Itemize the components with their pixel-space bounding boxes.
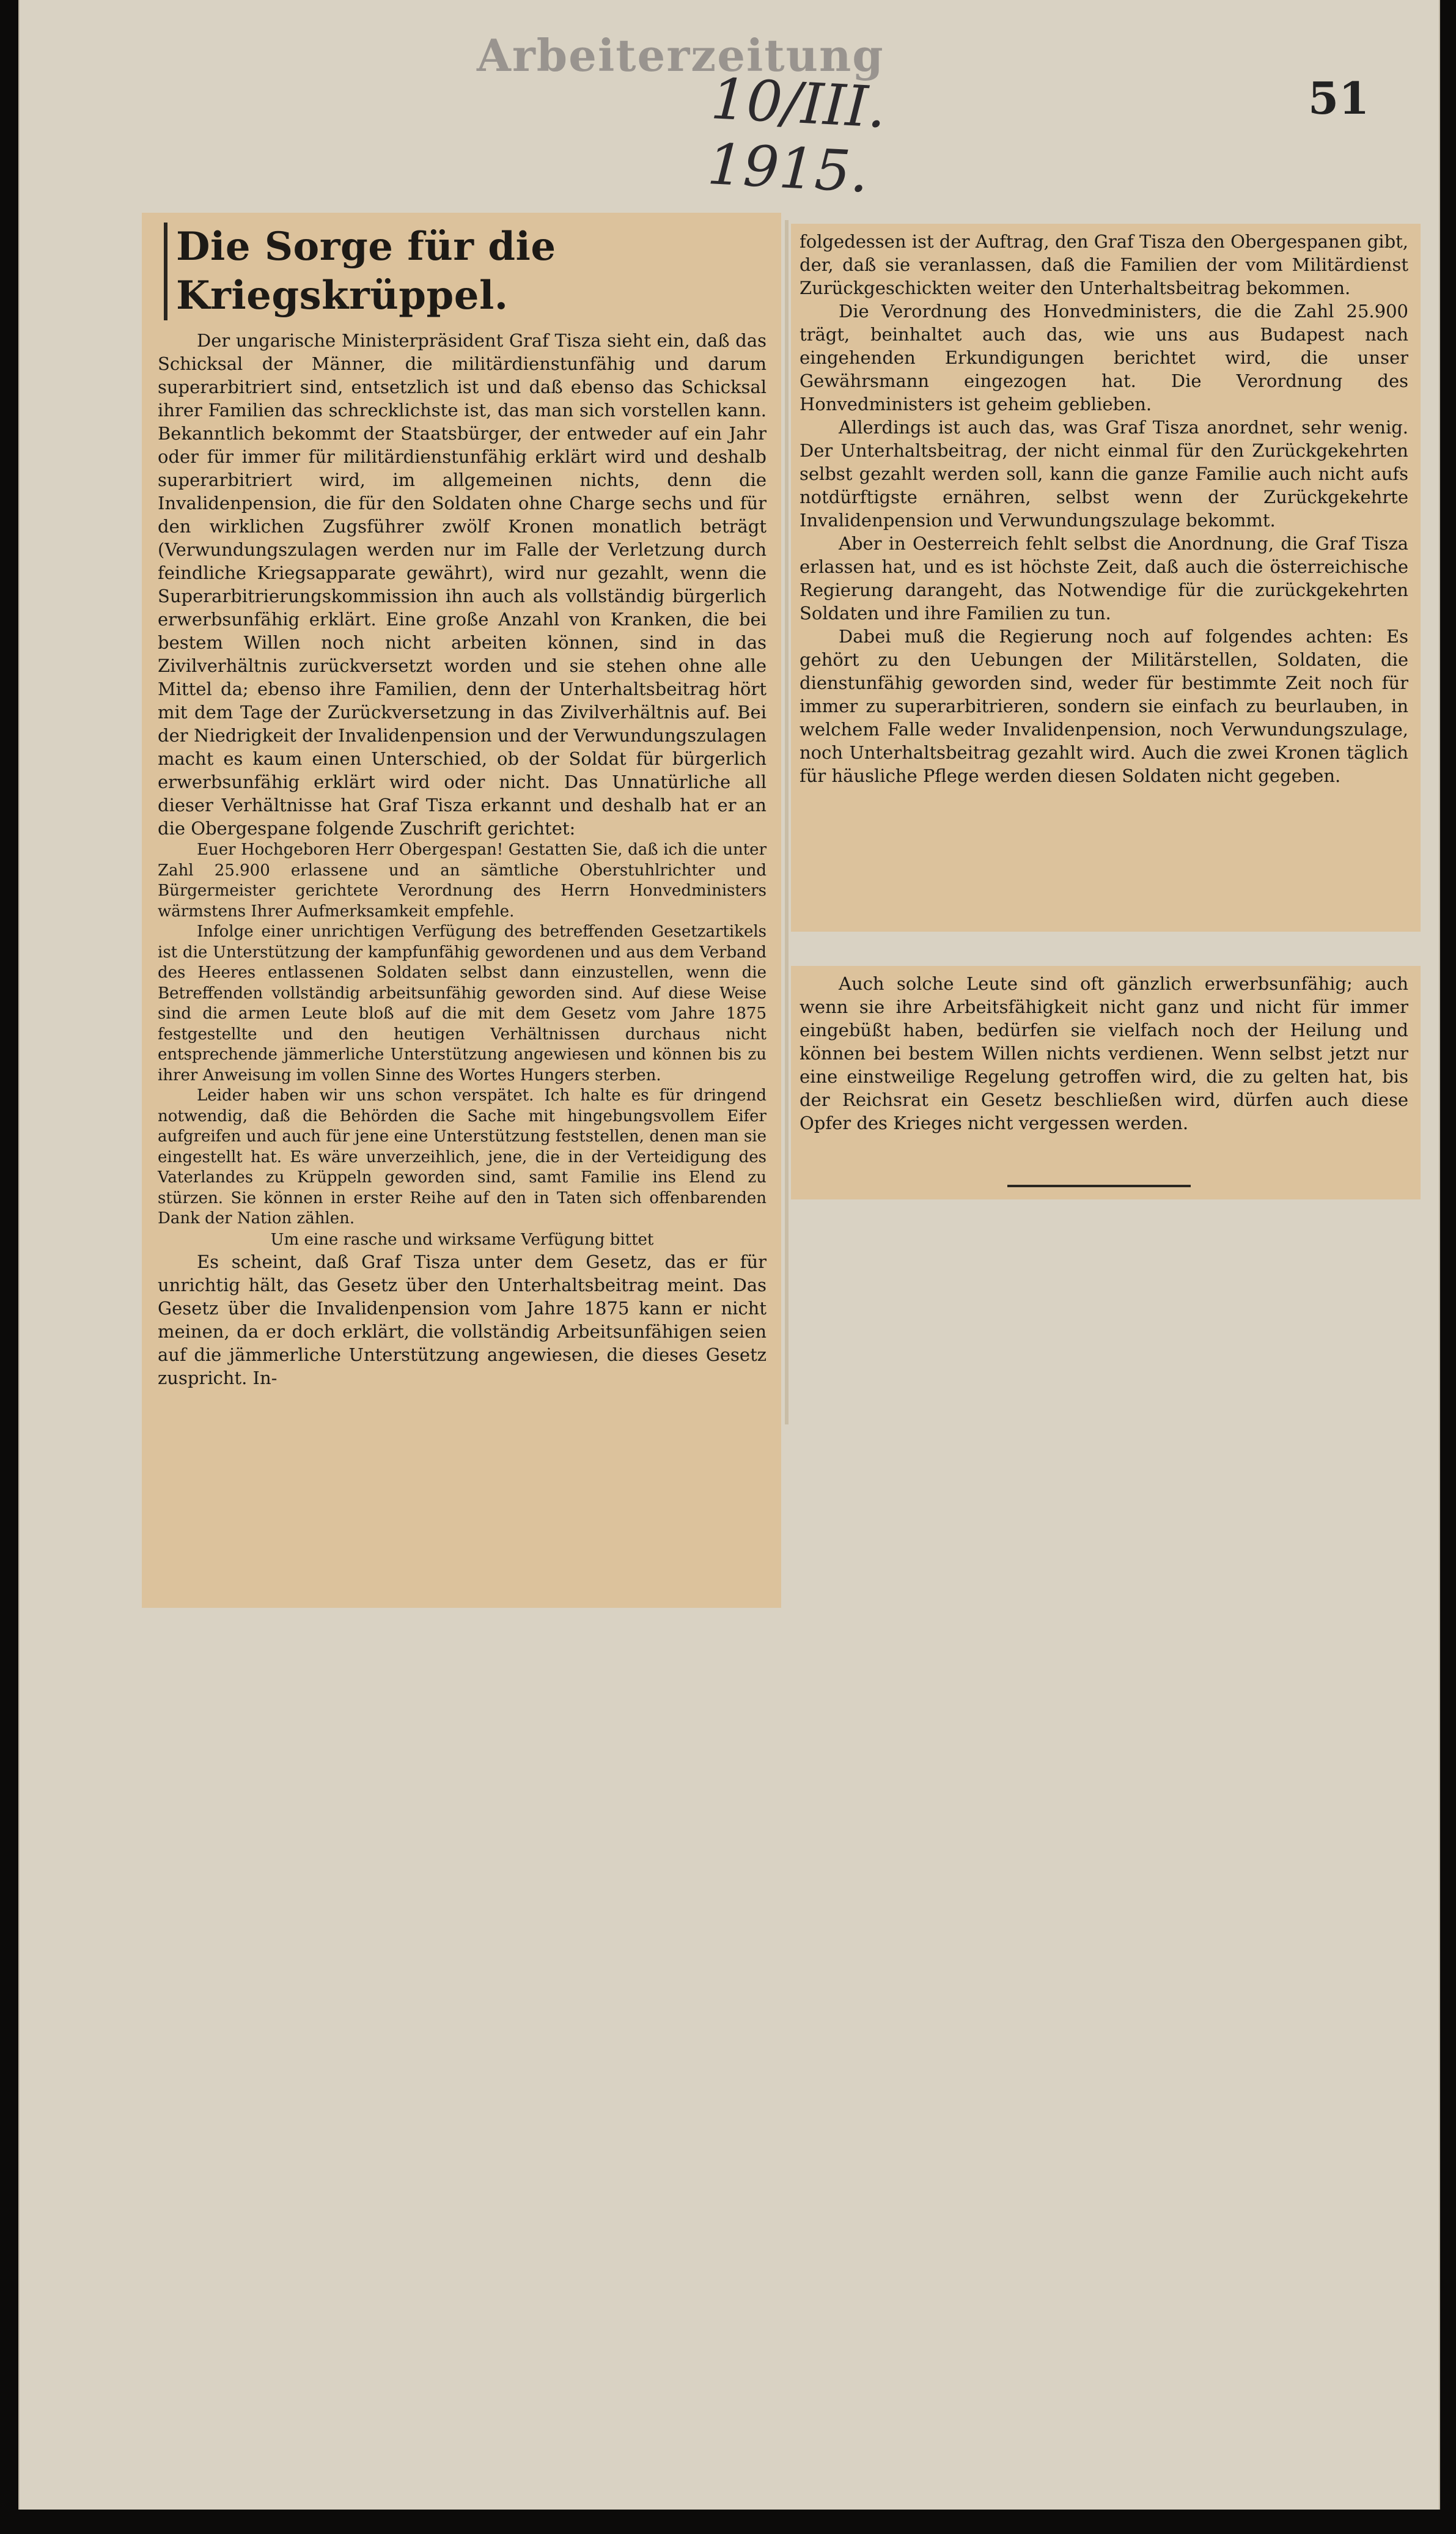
letter-salutation: Euer Hochgeboren Herr Obergespan! Gestatten Sie, daß ich die unter Zahl 25.900 erlassene und an sämtliche Oberstuhlrichter und Bürgermeister gerichtete Verordnung des Herrn Honvedministers wärmstens Ihrer Aufmerksamkeit empfehle.	[158, 841, 767, 921]
paragraph-commentary: Es scheint, daß Graf Tisza unter dem Gesetz, das er für unrichtig hält, das Gesetz über den Unterhaltsbeitrag meint. Das Gesetz über die Invalidenpension vom Jahre 1875 kann er nicht meinen, da er doch erklärt, die vollständig Arbeitsunfähigen seien auf die jämmerliche Unterstützung angewiesen, die dieses Gesetz zuspricht. In-	[158, 1251, 767, 1388]
clipping-left-column	[142, 213, 781, 1608]
newspaper-stamp: Arbeiterzeitung	[477, 29, 884, 81]
handwritten-date: 10/III. 1915.	[705, 66, 888, 205]
end-rule	[1007, 1185, 1191, 1187]
paragraph-insufficient: Allerdings ist auch das, was Graf Tisza anordnet, sehr wenig. Der Unterhaltsbeitrag, der nicht einmal für den Zurückgekehrten selbst gezahlt werden soll, kann die ganze Familie auch nicht aufs notdürftigste ernähren, selbst wenn der Zurückgekehrte Invalidenpension und Verwundungszulage bekommt.	[800, 417, 1408, 531]
letter-closing: Um eine rasche und wirksame Verfügung bittet	[270, 1230, 654, 1249]
page-number: 51	[1308, 72, 1370, 124]
paragraph-continuation: folgedessen ist der Auftrag, den Graf Tisza den Obergespanen gibt, der, daß sie veranlassen, daß die Familien der vom Militärdienst Zurückgeschickten weiter den Unterhaltsbeitrag bekommen.	[800, 231, 1408, 298]
letter-body: Infolge einer unrichtigen Verfügung des betreffenden Gesetzartikels ist die Unterstützung der kampfunfähig gewordenen und aus dem Verband des Heeres entlassenen Soldaten selbst dann einzustellen, wenn die Betreffenden vollständig arbeitsunfähig geworden sind. Auf diese Weise sind die armen Leute bloß auf die mit dem Gesetz vom Jahre 1875 festgestellte und den heutigen Verhältnissen durchaus nicht entsprechende jämmerliche Unterstützung angewiesen und können bis zu ihrer Anweisung im vollen Sinne des Wortes Hungers sterben.	[158, 923, 767, 1085]
paragraph-intro: Der ungarische Ministerpräsident Graf Tisza sieht ein, daß das Schicksal der Männer, die militärdienstunfähig und darum superarbitriert sind, entsetzlich ist und daß ebenso das Schicksal ihrer Familien das schrecklichste ist, das man sich vorstellen kann. Bekanntlich bekommt der Staatsbürger, der entweder auf ein Jahr oder für immer für militärdienstunfähig erklärt wird und deshalb superarbitriert wird, im allgemeinen nichts, denn die Invalidenpension, die für den Soldaten ohne Charge sechs und für den wirklichen Zugsführer zwölf Kronen monatlich beträgt (Verwundungszulagen werden nur im Falle der Verletzung durch feindliche Kriegsapparate gewährt), wird nur gezahlt, wenn die Superarbitrierungskommission ihn auch als vollständig bürgerlich erwerbsunfähig erklärt. Eine große Anzahl von Kranken, die bei bestem Willen noch nicht arbeiten können, sind in das Zivilverhältnis zurückversetzt worden und sie stehen ohne alle Mittel da; ebenso ihre Familien, denn der Unterhaltsbeitrag hört mit dem Tage der Zurückversetzung in das Zivilverhältnis auf. Bei der Niedrigkeit der Invalidenpension und der Verwundungszulagen macht es kaum einen Unterschied, ob der Soldat für bürgerlich erwerbsunfähig erklärt wird oder nicht. Das Unnatürliche all dieser Verhältnisse hat Graf Tisza erkannt und deshalb hat er an die Obergespane folgende Zuschrift gerichtet:	[158, 330, 767, 839]
paragraph-government: Dabei muß die Regierung noch auf folgendes achten: Es gehört zu den Uebungen der Militärstellen, Soldaten, die dienstunfähig geworden sind, weder für bestimmte Zeit noch für immer zu superarbitrieren, sondern sie einfach zu beurlauben, in welchem Falle weder Invalidenpension, noch Verwundungszulage, noch Unterhaltsbeitrag gezahlt wird. Auch die zwei Kronen täglich für häusliche Pflege werden diesen Soldaten nicht gegeben.	[800, 626, 1408, 786]
letter-appeal: Leider haben wir uns schon verspätet. Ich halte es für dringend notwendig, daß die Behörden die Sache mit hingebungsvollem Eifer aufgreifen und auch für jene eine Unterstützung feststellen, denen man sie eingestellt hat. Es wäre unverzeihlich, jene, die in der Verteidigung des Vaterlandes zu Krüppeln geworden sind, samt Familie ins Elend zu stürzen. Sie können in erster Reihe auf den in Taten sich offenbarenden Dank der Nation zählen.	[158, 1086, 767, 1228]
clipping-right-column-bottom	[791, 966, 1421, 1199]
article-headline: Die Sorge für die Kriegskrüppel.	[164, 223, 767, 320]
paragraph-decree: Die Verordnung des Honvedministers, die die Zahl 25.900 trägt, beinhaltet auch das, wie uns aus Budapest nach eingehenden Erkundigungen berichtet wird, die unser Gewährsmann eingezogen hat. Die Verordnung des Honvedministers ist geheim geblieben.	[800, 301, 1408, 414]
clipping-right-column-top	[791, 224, 1421, 932]
paragraph-austria: Aber in Oesterreich fehlt selbst die Anordnung, die Graf Tisza erlassen hat, und es ist höchste Zeit, daß auch die österreichische Regierung darangeht, das Notwendige für die zurückgekehrten Soldaten und ihre Familien zu tun.	[800, 533, 1408, 624]
column-gutter	[785, 220, 789, 1424]
paragraph-conclusion: Auch solche Leute sind oft gänzlich erwerbsunfähig; auch wenn sie ihre Arbeitsfähigkeit nicht ganz und nicht für immer eingebüßt haben, bedürfen sie vielfach noch der Heilung und können bei bestem Willen nichts verdienen. Wenn selbst jetzt nur eine einstweilige Regelung getroffen wird, die zu gelten hat, bis der Reichsrat ein Gesetz beschließen wird, dürfen auch diese Opfer des Krieges nicht vergessen werden.	[800, 973, 1408, 1133]
